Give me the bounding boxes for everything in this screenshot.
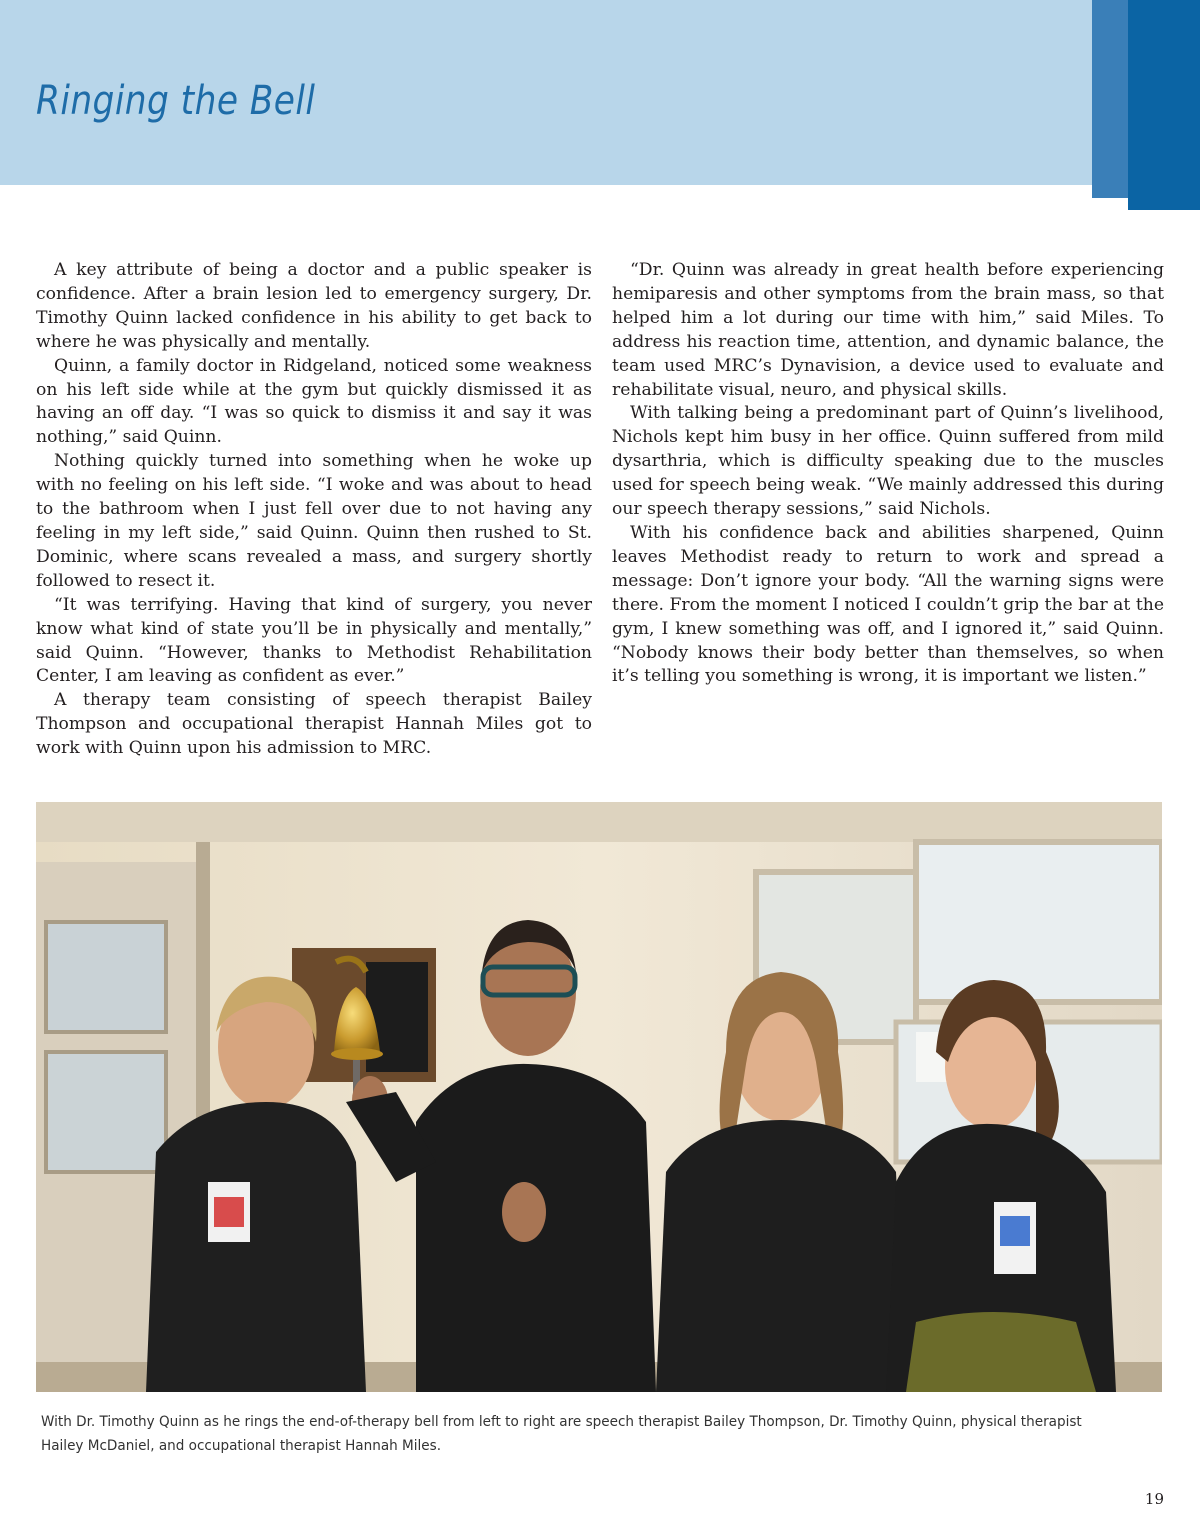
page-number: 19 [1144, 1490, 1164, 1508]
article-paragraph: A therapy team consisting of speech therapist Bailey Thompson and occupational therapist Hannah Miles got to work with Quinn upon his admission to MRC. [36, 690, 592, 759]
photo-illustration [36, 802, 1162, 1392]
group-photo [36, 802, 1162, 1392]
article-paragraph: With talking being a predominant part of Quinn’s livelihood, Nichols kept him busy in her office. Quinn suffered from mild dysarthria, which is difficulty speaking due to the muscles used for speech being weak. “We mainly addressed this during our speech therapy sessions,” said Nichols. [612, 403, 1164, 520]
article-paragraph: With his confidence back and abilities sharpened, Quinn leaves Methodist ready to return to work and spread a message: Don’t ignore your body. “All the warning signs were there. From the moment I noticed I couldn’t grip the bar at the gym, I knew something was off, and I ignored it,” said Quinn. “Nobody knows their body better than themselves, so when it’s telling you something is wrong, it is important we listen.” [612, 522, 1164, 687]
article-column-right [612, 259, 1164, 689]
photo-caption: With Dr. Timothy Quinn as he rings the end-of-therapy bell from left to right are speech therapist Bailey Thompson, Dr. Timothy Quinn, physical therapist Hailey McDaniel, and occupational therapist Hannah Miles. [41, 1413, 1082, 1454]
article-paragraph: Quinn, a family doctor in Ridgeland, noticed some weakness on his left side while at the gym but quickly dismissed it as having an off day. “I was so quick to dismiss it and say it was nothing,” said Quinn. [36, 355, 592, 448]
header-accent-bar-dark [1128, 0, 1200, 210]
header-accent-bar [1092, 0, 1128, 198]
article-paragraph: A key attribute of being a doctor and a public speaker is confidence. After a brain lesion led to emergency surgery, Dr. Timothy Quinn lacked confidence in his ability to get back to where he was physically and mentally. [36, 260, 592, 352]
page-title: Ringing the Bell [36, 78, 316, 124]
article-column-left [36, 259, 592, 761]
article-paragraph: Nothing quickly turned into something when he woke up with no feeling on his left side. “I woke and was about to head to the bathroom when I just fell over due to not having any feeling in my left side,” said Quinn. Quinn then rushed to St. Dominic, where scans revealed a mass, and surgery shortly followed to resect it. [36, 451, 592, 591]
article-paragraph: “It was terrifying. Having that kind of surgery, you never know what kind of state you’ll be in physically and mentally,” said Quinn. “However, thanks to Methodist Rehabilitation Center, I am leaving as confident as ever.” [36, 594, 592, 687]
article-paragraph: “Dr. Quinn was already in great health before experiencing hemiparesis and other symptoms from the brain mass, so that helped him a lot during our time with him,” said Miles. To address his reaction time, attention, and dynamic balance, the team used MRC’s Dynavision, a device used to evaluate and rehabilitate visual, neuro, and physical skills. [612, 260, 1164, 400]
